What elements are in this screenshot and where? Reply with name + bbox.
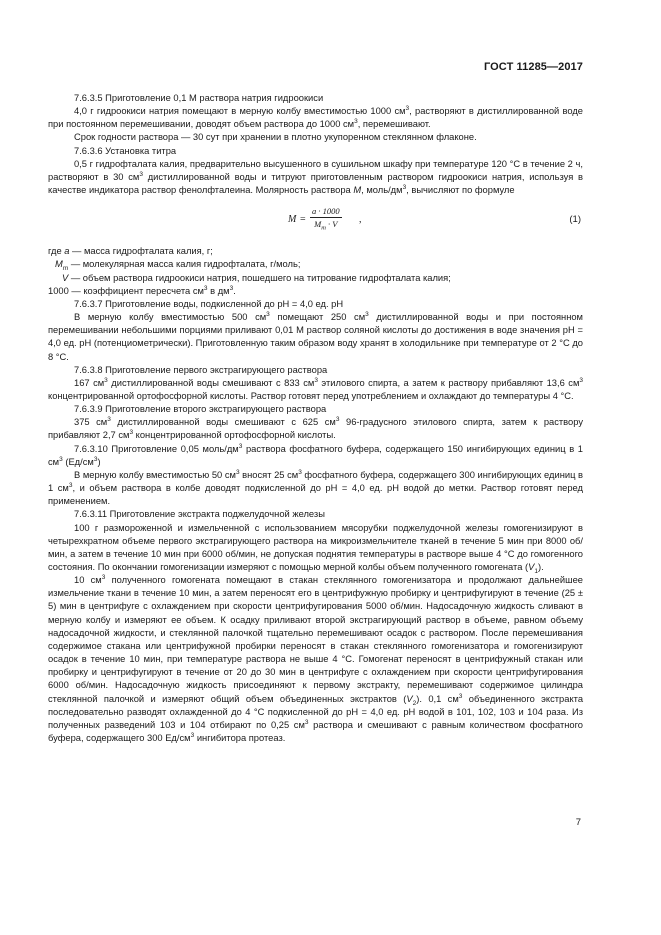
section-heading-76310: 7.6.3.10 Приготовление 0,05 моль/$дм^3$ раствора фосфатного буфера, содержащего 150 ингибирующих единиц в 1 $см^3$ $(Ед/см^3)$ bbox=[48, 442, 583, 467]
definition-v: V — объем раствора гидроокиси натрия, пошедшего на титрование гидрофталата калия; bbox=[62, 272, 451, 283]
paragraph: В мерную колбу вместимостью 50 $см^3$ вносят 25 $см^3$ фосфатного буфера, содержащего 300 ингибирующих единиц в 1 $см^3$, и объем раствора в колбе доводят подкисленной до рН = 4,0 ед. рН водой до метки. Раствор готовят перед применением. bbox=[48, 468, 583, 507]
paragraph: В мерную колбу вместимостью 500 $см^3$ помещают 250 $см^3$ дистиллированной воды и при постоянном перемешивании небольшими порциями приливают 0,01 М раствор соляной кислоты до достижения в воде значения рН = 4,0 ед. рН (потенциометрически). Приготовленную таким образом воду хранят в холодильнике при температуре от 2 °С до 8 °С. bbox=[48, 310, 583, 362]
formula-equals: = bbox=[300, 214, 306, 226]
formula-number: (1) bbox=[569, 214, 581, 226]
formula-molarity bbox=[48, 201, 583, 239]
section-heading-7638: 7.6.3.8 Приготовление первого экстрагирующего раствора bbox=[74, 364, 328, 375]
section-heading-7635: 7.6.3.5 Приготовление 0,1 М раствора натрия гидроокиси bbox=[74, 93, 324, 103]
section-heading-7636: 7.6.3.6 Установка титра bbox=[74, 145, 177, 156]
formula-fraction bbox=[310, 205, 342, 230]
section-heading-7637: 7.6.3.7 Приготовление воды, подкисленной до рН = 4,0 ед. рН bbox=[74, 298, 344, 309]
section-heading-76311: 7.6.3.11 Приготовление экстракта поджелудочной железы bbox=[74, 509, 325, 520]
paragraph: 0,5 г гидрофталата калия, предварительно высушенного в сушильном шкафу при температуре 120 °С в течение 2 ч, растворяют в 30 $см^3$ дистиллированной воды и титруют приготовленным раствором гидроокиси натрия, используя в качестве индикатора раствор фенолфталеина. Молярность раствора M, моль/$дм^3$, вычисляют по формуле bbox=[48, 158, 583, 196]
paragraph: 4,0 г гидроокиси натрия помещают в мерную колбу вместимостью 1000 $см^3$, растворяют в дистиллированной воде при постоянном перемешивании, доводят объем раствора до 1000 $см^3$, перемешивают. bbox=[48, 105, 584, 130]
page-number: 7 bbox=[575, 817, 581, 828]
definition-1000: 1000 — коэффициент пересчета $см^3$ в $дм^3$. bbox=[48, 284, 236, 296]
section-heading-7639: 7.6.3.9 Приготовление второго экстрагирующего раствора bbox=[74, 404, 327, 415]
document-number-header: ГОСТ 11285—2017 bbox=[483, 61, 583, 73]
formula-numerator: a · 1000 bbox=[312, 206, 340, 217]
paragraph: Срок годности раствора — 30 сут при хранении в плотно укупоренном стеклянном флаконе. bbox=[74, 132, 477, 143]
definition-mm: $M_m$ — молекулярная масса калия гидрофталата, г/моль; bbox=[55, 259, 301, 273]
definition-a: где a — масса гидрофталата калия, г; bbox=[48, 246, 213, 257]
paragraph: 100 г размороженной и измельченной с использованием мясорубки поджелудочной железы гомогенизируют в четырехкратном объеме первого экстрагирующего раствора на микроизмельчителе тканей в течение 5 мин при 8000 об/мин, а затем в течение 10 мин при 6000 об/мин, не допуская поднятия температуры в растворе выше 4 °С до гомогенного состояния. По окончании гомогенизации измеряют с помощью мерной колбы объем полученного гомогената $(V_1)$. bbox=[48, 522, 583, 575]
formula-comma: , bbox=[359, 214, 362, 226]
formula-lhs: M bbox=[288, 214, 297, 226]
document-body bbox=[48, 92, 583, 745]
paragraph: 375 $см^3$ дистиллированной воды смешивают с 625 $см^3$ 96-градусного этилового спирта, затем к раствору прибавляют 2,7 $см^3$ концентрированной ортофосфорной кислоты. bbox=[48, 416, 583, 441]
formula-denominator: $M_m \cdot V$ bbox=[314, 219, 338, 232]
paragraph: 167 $см^3$ дистиллированной воды смешивают с 833 $см^3$ этилового спирта, а затем к раствору прибавляют 13,6 $см^3$ концентрированной ортофосфорной кислоты. Раствор готовят перед употреблением и охлаждают до температуры 4 °С. bbox=[48, 376, 583, 401]
paragraph: 10 $см^3$ полученного гомогената помещают в стакан стеклянного гомогенизатора и продолжают дальнейшее измельчение ткани в течение 10 мин, а затем переносят его в центрифужную пробирку и центрифугируют в течение (25 ± 5) мин в центрифуге с охлаждением при скорости центрифугирования 5000 об/мин. Надосадочную жидкость сливают в мерную колбу и измеряют ее объем. К осадку приливают второй экстрагирующий раствор в объеме, равном объему надосадочной жидкости, и стеклянной палочкой тщательно перемешивают осадок с раствором. После перемешивания содержимое стакана или центрифужной пробирки переносят в стакан стеклянного гомогенизатора и гомогенизируют осадок в течение 10 мин, при температуре раствора не выше 4 °С. Гомогенат переносят в центрифужный стакан или пробирку и центрифугируют в течение от 20 до 30 мин в центрифуге с охлаждением при скорости центрифугирования 6000 об/мин. Надосадочную жидкость присоединяют к первому экстракту, перемешивают содержимое цилиндра стеклянной палочкой и измеряют общий объем объединенных экстрактов $(V_2)$. 0,1 $см^3$ объединенного экстракта последовательно разводят охлажденной до 4 °С подкисленной до рН = 4,0 ед. рН водой в 101, 102, 103 и 104 раза. Из полученных разведений 103 и 104 отбирают по 0,25 $см^3$ раствора и смешивают с равным количеством фосфатного буфера, содержащего 300 $Ед/см^3$ ингибитора протеаз. bbox=[48, 574, 584, 744]
